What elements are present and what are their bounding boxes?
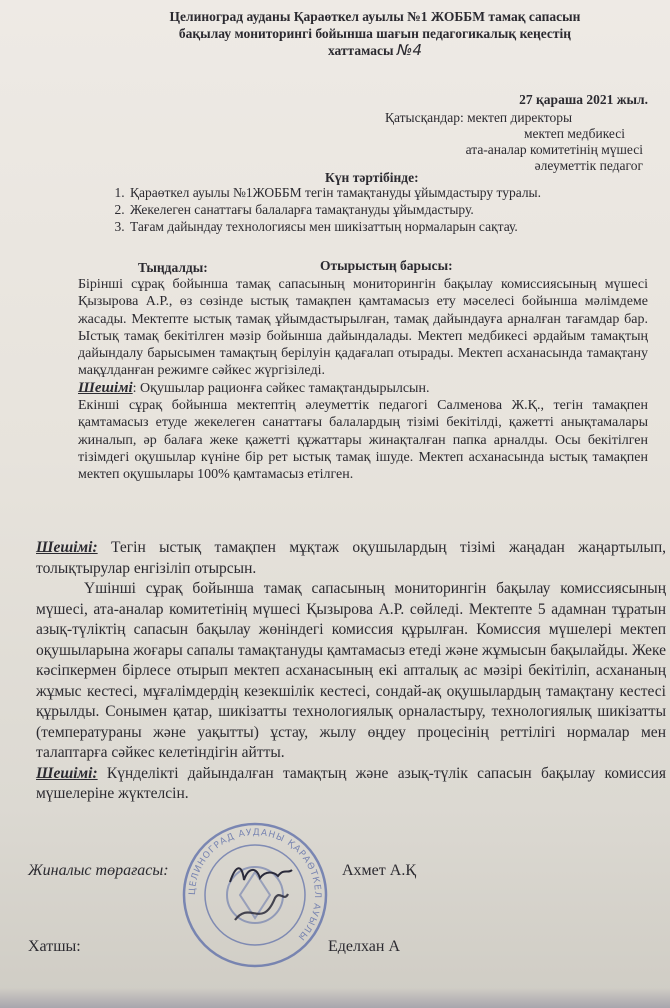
chair-label: Жиналыс төрағасы: bbox=[28, 862, 169, 879]
decision-2-text: Тегін ыстық тамақпен мұқтаж оқушылардың тізімі жаңадан жаңартылып, толықтырулар енгізіліп отырсын. bbox=[36, 539, 666, 577]
decision-1 bbox=[78, 380, 648, 397]
chair-signature-icon bbox=[226, 860, 296, 890]
decision-3-text: Күнделікті дайындалған тамақтың және азық-түлік сапасын бақылау комиссия мүшелеріне жүктелсін. bbox=[36, 764, 666, 802]
agenda-list bbox=[110, 184, 541, 235]
participants-first-line bbox=[385, 110, 655, 126]
participant-item: ата-аналар комитетінің мүшесі bbox=[465, 142, 643, 157]
document-date: 27 қараша 2021 жыл. bbox=[519, 92, 648, 107]
title-line-3 bbox=[110, 42, 640, 59]
title-line-2: бақылау мониторингі бойынша шағын педагогикалық кеңестің bbox=[178, 26, 572, 41]
svg-text:ЦЕЛИНОГРАД АУДАНЫ ҚАРАӨТКЕЛ АУ: ЦЕЛИНОГРАД АУДАНЫ ҚАРАӨТКЕЛ АУЫЛЫ bbox=[187, 827, 323, 943]
title-line-3-text: хаттамасы bbox=[327, 43, 394, 58]
protocol-number: №4 bbox=[396, 41, 423, 59]
secretary-signature-row bbox=[28, 938, 401, 956]
proceedings-continuation bbox=[36, 538, 666, 805]
participants-label: Қатысқандар: bbox=[385, 110, 464, 125]
decision-1-text: : Оқушылар рационға сәйкес тамақтандырылсын. bbox=[132, 380, 430, 396]
page-edge-shadow bbox=[0, 988, 670, 1008]
paragraph-2: Екінші сұрақ бойынша мектептің әлеуметтік педагогі Салменова Ж.Қ., тегін тамақпен қамтамасыз етуде жекелеген санаттағы балалардың тізімі бекітілді, қажетті анықтамалары жиналып, әр балаға жеке қажетті құжаттары жинақталған папка арналды. Осы бекітілген тізімдегі оқушылар күніне бір рет ыстық тамақ ішуде. Мектеп асханасында ыстық тамақпен мектеп оқушылары 100% қамтамасыз етілген. bbox=[78, 398, 648, 483]
chair-name: Ахмет А.Қ bbox=[342, 862, 416, 879]
participant-item: мектеп директоры bbox=[467, 110, 573, 125]
participant-item: мектеп медбикесі bbox=[523, 126, 625, 141]
agenda-item: 1. Қараөткел ауылы №1ЖОББМ тегін тамақтануды ұйымдастыру туралы. bbox=[128, 184, 541, 201]
title-line-1: Целиноград ауданы Қараөткел ауылы №1 ЖОББМ тамақ сапасын bbox=[169, 9, 581, 24]
secretary-label: Хатшы: bbox=[28, 938, 81, 955]
paragraph-1: Бірінші сұрақ бойынша тамақ сапасының мониторингін бақылау комиссиясының мүшесі Қызырова А.Р., өз сөзінде ыстық тамақпен қамтамасыз ету мәселесі бойынша мәлімдеме жасады. Мектепте ыстық тамақ ұйымдастырылған, тамақ дайындауға арналған тағамдар бар. Ыстық тамақ бекітілген мәзір бойынша дайындалады. Мектеп медбикесі әрдайым тамақтың дайындалу барысымен тамақтың берілуін қадағалап отырады. Мектеп асханасында тамақтану мақұлданған режимге сәйкес жүргізіледі. bbox=[78, 277, 648, 379]
official-stamp-icon bbox=[180, 820, 330, 970]
chair-signature-row bbox=[28, 862, 416, 880]
decision-2-label: Шешімі: bbox=[36, 539, 98, 556]
listened-label: Тыңдалды: bbox=[138, 260, 208, 275]
decision-3-label: Шешімі: bbox=[36, 764, 98, 782]
paragraph-3: Үшінші сұрақ бойынша тамақ сапасының мониторингін бақылау комиссиясының мүшесі, ата-аналар комитетінің мүшесі Қызырова А.Р. сөйледі. Мектепте 5 адамнан тұратын азық-түліктің сапасын бақылау жөніндегі комиссия құрылған. Комиссия мүшелері мектеп оқушыларына жоғары сапалы тамақтануды қамтамасыз етеді және жұмысын бақылайды. Жеке кәсіпкермен бірлесе отырып мектеп асханасының екі апталық ас мәзірі бекітіліп, асхананың жұмыс кестесі, мұғалімдердің кезекшілік кестесі, сондай-ақ оқушылардың тамақтану кестесі құрылды. Сонымен қатар, шикізатты технологиялық орналастыру, технологиялық шикізатты (температураны және уақытты) ұстау, жылу өңдеу процесінің реттілігі нормалар мен талаптарға сәйкес келетіндігін айтты. bbox=[36, 580, 666, 761]
proceedings-heading: Отырыстың барысы: bbox=[320, 258, 453, 273]
agenda-item: 2. Жекелеген санаттағы балаларға тамақтануды ұйымдастыру. bbox=[128, 201, 541, 218]
agenda-item: 3. Тағам дайындау технологиясы мен шикізаттың нормаларын сақтау. bbox=[128, 218, 541, 235]
decision-2 bbox=[36, 538, 666, 579]
decision-1-label: Шешімі bbox=[78, 379, 133, 396]
document-title bbox=[110, 8, 640, 59]
participant-item: әлеуметтік педагог bbox=[534, 158, 643, 173]
decision-3 bbox=[36, 764, 666, 805]
proceedings-body bbox=[78, 272, 648, 484]
secretary-name: Еделхан А bbox=[328, 938, 401, 955]
participants-block bbox=[385, 110, 655, 174]
agenda-heading: Күн тәртібінде: bbox=[325, 170, 419, 185]
